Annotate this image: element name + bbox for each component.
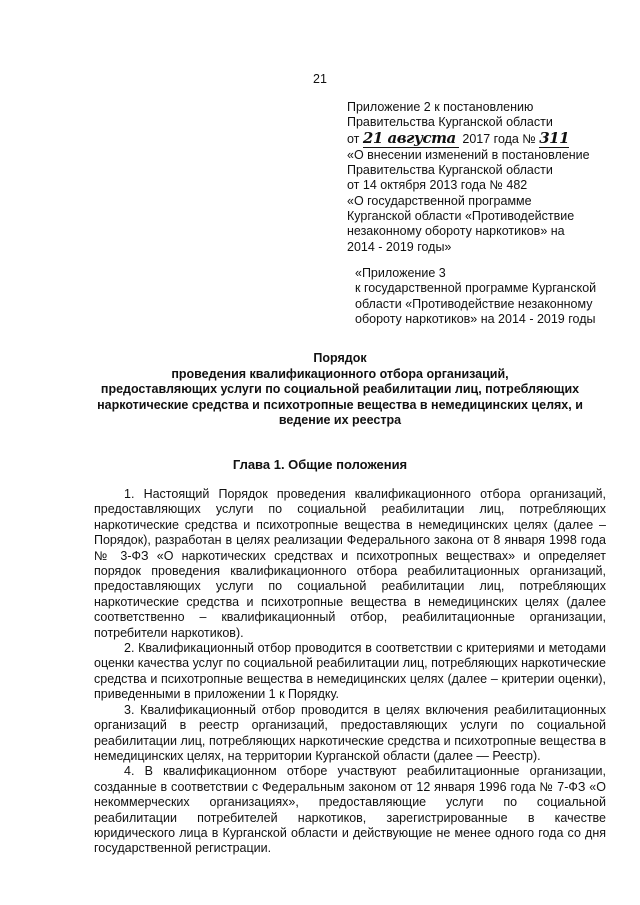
handwritten-number: [539, 128, 570, 148]
title-line: Порядок: [313, 351, 367, 365]
paragraph: 2. Квалификационный отбор проводится в соответствии с критериями и методами оценки качества услуг по социальной реабилитации лиц, потребляющих наркотические средства и психотропные вещества в немедицинских целях (далее – критерии оценки), приведенными в приложении 1 к Порядку.: [94, 641, 606, 702]
handwritten-date: [362, 128, 459, 148]
appendix3-line: обороту наркотиков» на 2014 - 2019 годы: [355, 311, 596, 326]
title-line: проведения квалификационного отбора организаций,: [171, 366, 509, 381]
date-year: 2017 года №: [462, 131, 536, 146]
title-line: предоставляющих услуги по социальной реабилитации лиц, потребляющих: [100, 382, 580, 397]
paragraph: 1. Настоящий Порядок проведения квалификационного отбора организаций, предоставляющих услуги по социальной реабилитации лиц, потребляющих наркотические средства и психотропные вещества в немедицинских целях (далее – Порядок), разработан в целях реализации Федерального закона от 8 января 1998 года № 3-ФЗ «О наркотических средствах и психотропных веществах» и определяет порядок проведения квалификационного отбора реабилитационных организаций, предоставляющих услуги по социальной реабилитации лиц, потребляющих наркотические средства и психотропные вещества в немедицинских целях (далее соответственно – квалификационный отбор, реабилитационные организации, потребители наркотиков).: [94, 487, 606, 640]
appendix-line: незаконному обороту наркотиков» на: [347, 224, 565, 239]
page-number: 21: [313, 72, 327, 86]
appendix-line: от 14 октября 2013 года № 482: [347, 178, 528, 193]
appendix3-line: к государственной программе Курганской: [355, 281, 597, 296]
appendix-line: Приложение 2 к постановлению: [347, 100, 534, 114]
document-title: [60, 351, 620, 429]
title-line: ведение их реестра: [278, 413, 402, 428]
appendix3-header: [355, 266, 625, 327]
appendix-line: Правительства Курганской области: [347, 115, 553, 130]
appendix3-line: «Приложение 3: [355, 266, 446, 280]
title-line: наркотические средства и психотропные вещества в немедицинских целях, и: [97, 397, 583, 412]
appendix-line: «О внесении изменений в постановление: [347, 147, 590, 162]
chapter-heading: Глава 1. Общие положения: [232, 457, 408, 472]
appendix-header: [347, 100, 617, 255]
appendix3-line: области «Противодействие незаконному: [355, 296, 593, 311]
handwritten-number-text: 311: [539, 128, 570, 147]
paragraph: 4. В квалификационном отборе участвуют реабилитационные организации, созданные в соответствии с Федеральным законом от 12 января 1996 года № 7-ФЗ «О некоммерческих организациях», предоставляющие услуги по социальной реабилитации потребителей наркотиков, зарегистрированные в качестве юридического лица в Курганской области и действующие не менее одного года со дня государственной регистрации.: [94, 764, 606, 856]
date-prefix: от: [347, 131, 360, 146]
appendix-line: «О государственной программе: [347, 193, 532, 208]
appendix-line: Курганской области «Противодействие: [347, 209, 575, 224]
document-body: [94, 487, 606, 857]
appendix-date-line: [347, 128, 617, 148]
paragraph: 3. Квалификационный отбор проводится в целях включения реабилитационных организаций в реестр организаций, предоставляющих услуги по социальной реабилитации лиц, потребляющих наркотические средства и психотропные вещества в немедицинских целях, на территории Курганской области (далее — Реестр).: [94, 702, 606, 763]
appendix-line: 2014 - 2019 годы»: [347, 239, 452, 254]
appendix-line: Правительства Курганской области: [347, 163, 553, 178]
handwritten-date-text: 21 августа: [362, 128, 456, 147]
